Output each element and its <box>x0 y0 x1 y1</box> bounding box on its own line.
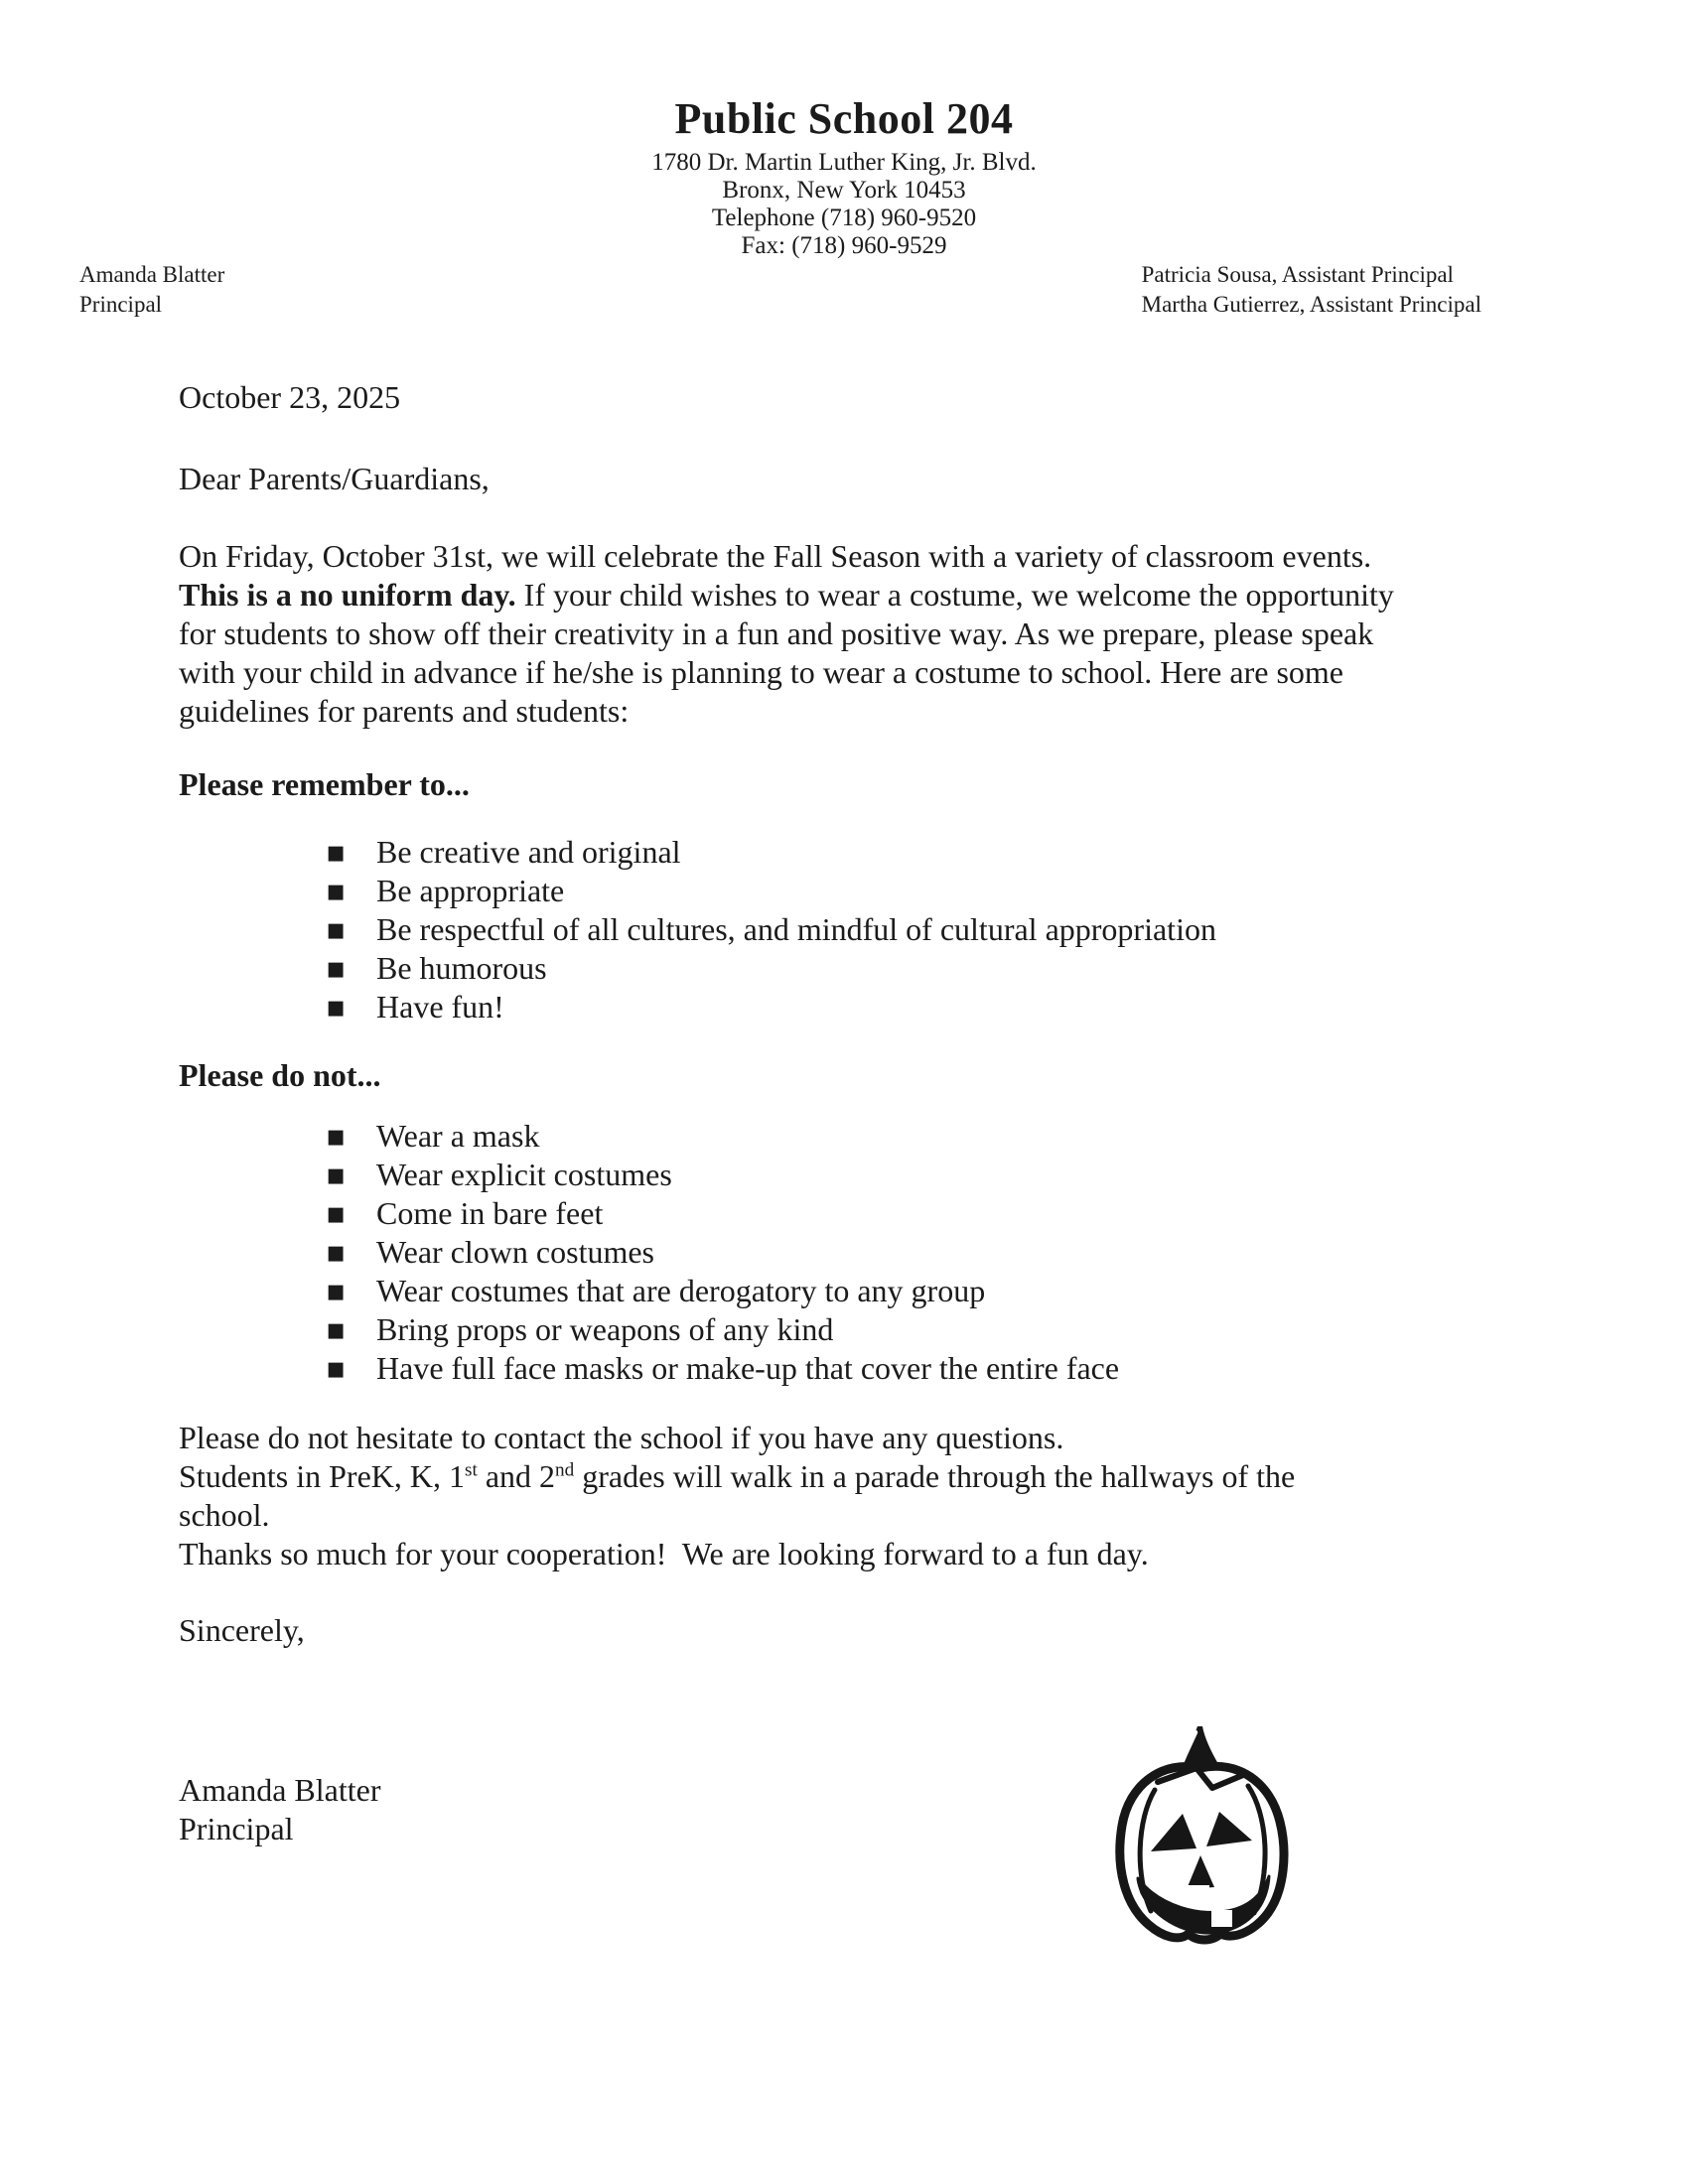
bullet-icon: ▪ <box>326 835 347 870</box>
address-line: Telephone (718) 960-9520 <box>711 205 977 231</box>
principal-block <box>79 260 224 319</box>
paragraph-line: Thanks so much for your cooperation! We are looking forward to a fun day. <box>179 1536 1149 1571</box>
bullet-icon: ▪ <box>326 1196 347 1231</box>
remember-list <box>179 833 1514 1026</box>
paragraph-line: Students in PreK, K, 1st and 2nd grades will walk in a parade through the hallways of the <box>179 1458 1296 1494</box>
intro-paragraph <box>179 537 1514 731</box>
salutation: Dear Parents/Guardians, <box>179 461 490 496</box>
list-item: ▪ Wear costumes that are derogatory to any group <box>326 1273 986 1308</box>
assistant-principal: Martha Gutierrez, Assistant Principal <box>1141 291 1481 317</box>
ordinal-superscript: st <box>465 1459 478 1481</box>
list-item: ▪ Come in bare feet <box>326 1195 604 1231</box>
letter-body <box>179 378 1514 1848</box>
do-not-heading: Please do not... <box>179 1057 381 1093</box>
list-item: ▪ Wear explicit costumes <box>326 1157 672 1192</box>
closing-paragraph <box>179 1419 1514 1573</box>
bullet-icon: ▪ <box>326 1312 347 1347</box>
list-item: ▪ Have fun! <box>326 989 504 1024</box>
paragraph-line: school. <box>179 1497 270 1533</box>
address-line: Fax: (718) 960-9529 <box>741 232 947 259</box>
administrators-row <box>0 260 1688 319</box>
paragraph-line: guidelines for parents and students: <box>179 693 630 729</box>
school-address <box>0 149 1688 260</box>
pumpkin-image <box>1100 1722 1301 1951</box>
signature-title: Principal <box>179 1811 294 1846</box>
bullet-icon: ▪ <box>326 1274 347 1308</box>
paragraph-line: Please do not hesitate to contact the school if you have any questions. <box>179 1420 1064 1455</box>
list-item: ▪ Wear clown costumes <box>326 1234 654 1270</box>
list-item: ▪ Wear a mask <box>326 1118 540 1154</box>
paragraph-line: with your child in advance if he/she is planning to wear a costume to school. Here are some <box>179 654 1343 690</box>
remember-heading: Please remember to... <box>179 766 470 802</box>
bullet-icon: ▪ <box>326 951 347 986</box>
school-name: Public School 204 <box>674 94 1014 143</box>
list-item: ▪ Be respectful of all cultures, and mindful of cultural appropriation <box>326 911 1216 947</box>
bullet-icon: ▪ <box>326 1235 347 1270</box>
list-item: ▪ Be appropriate <box>326 873 565 908</box>
letter-date: October 23, 2025 <box>179 379 401 415</box>
list-item: ▪ Be humorous <box>326 950 547 986</box>
address-line: 1780 Dr. Martin Luther King, Jr. Blvd. <box>651 149 1037 176</box>
bullet-icon: ▪ <box>326 874 347 908</box>
signature-name: Amanda Blatter <box>179 1772 381 1808</box>
bullet-icon: ▪ <box>326 1158 347 1192</box>
jack-o-lantern-icon <box>1100 1722 1301 1951</box>
paragraph-line: On Friday, October 31st, we will celebrate the Fall Season with a variety of classroom events. <box>179 538 1372 574</box>
assistant-principal: Patricia Sousa, Assistant Principal <box>1141 262 1454 287</box>
signature-block <box>179 1771 1514 1848</box>
paragraph-line: for students to show off their creativity in a fun and positive way. As we prepare, please speak <box>179 615 1374 651</box>
list-item: ▪ Bring props or weapons of any kind <box>326 1311 834 1347</box>
paragraph-line: This is a no uniform day. If your child wishes to wear a costume, we welcome the opportunity <box>179 577 1394 613</box>
principal-title: Principal <box>79 291 163 317</box>
letterhead <box>0 0 1688 319</box>
assistant-principals-block <box>1142 260 1481 319</box>
bullet-icon: ▪ <box>326 1119 347 1154</box>
bullet-icon: ▪ <box>326 990 347 1024</box>
signoff: Sincerely, <box>179 1612 305 1648</box>
bullet-icon: ▪ <box>326 1351 347 1386</box>
list-item: ▪ Have full face masks or make-up that cover the entire face <box>326 1350 1120 1386</box>
list-item: ▪ Be creative and original <box>326 834 681 870</box>
do-not-list <box>179 1117 1514 1388</box>
bullet-icon: ▪ <box>326 912 347 947</box>
address-line: Bronx, New York 10453 <box>722 177 966 204</box>
principal-name: Amanda Blatter <box>79 262 225 287</box>
ordinal-superscript: nd <box>555 1459 575 1481</box>
